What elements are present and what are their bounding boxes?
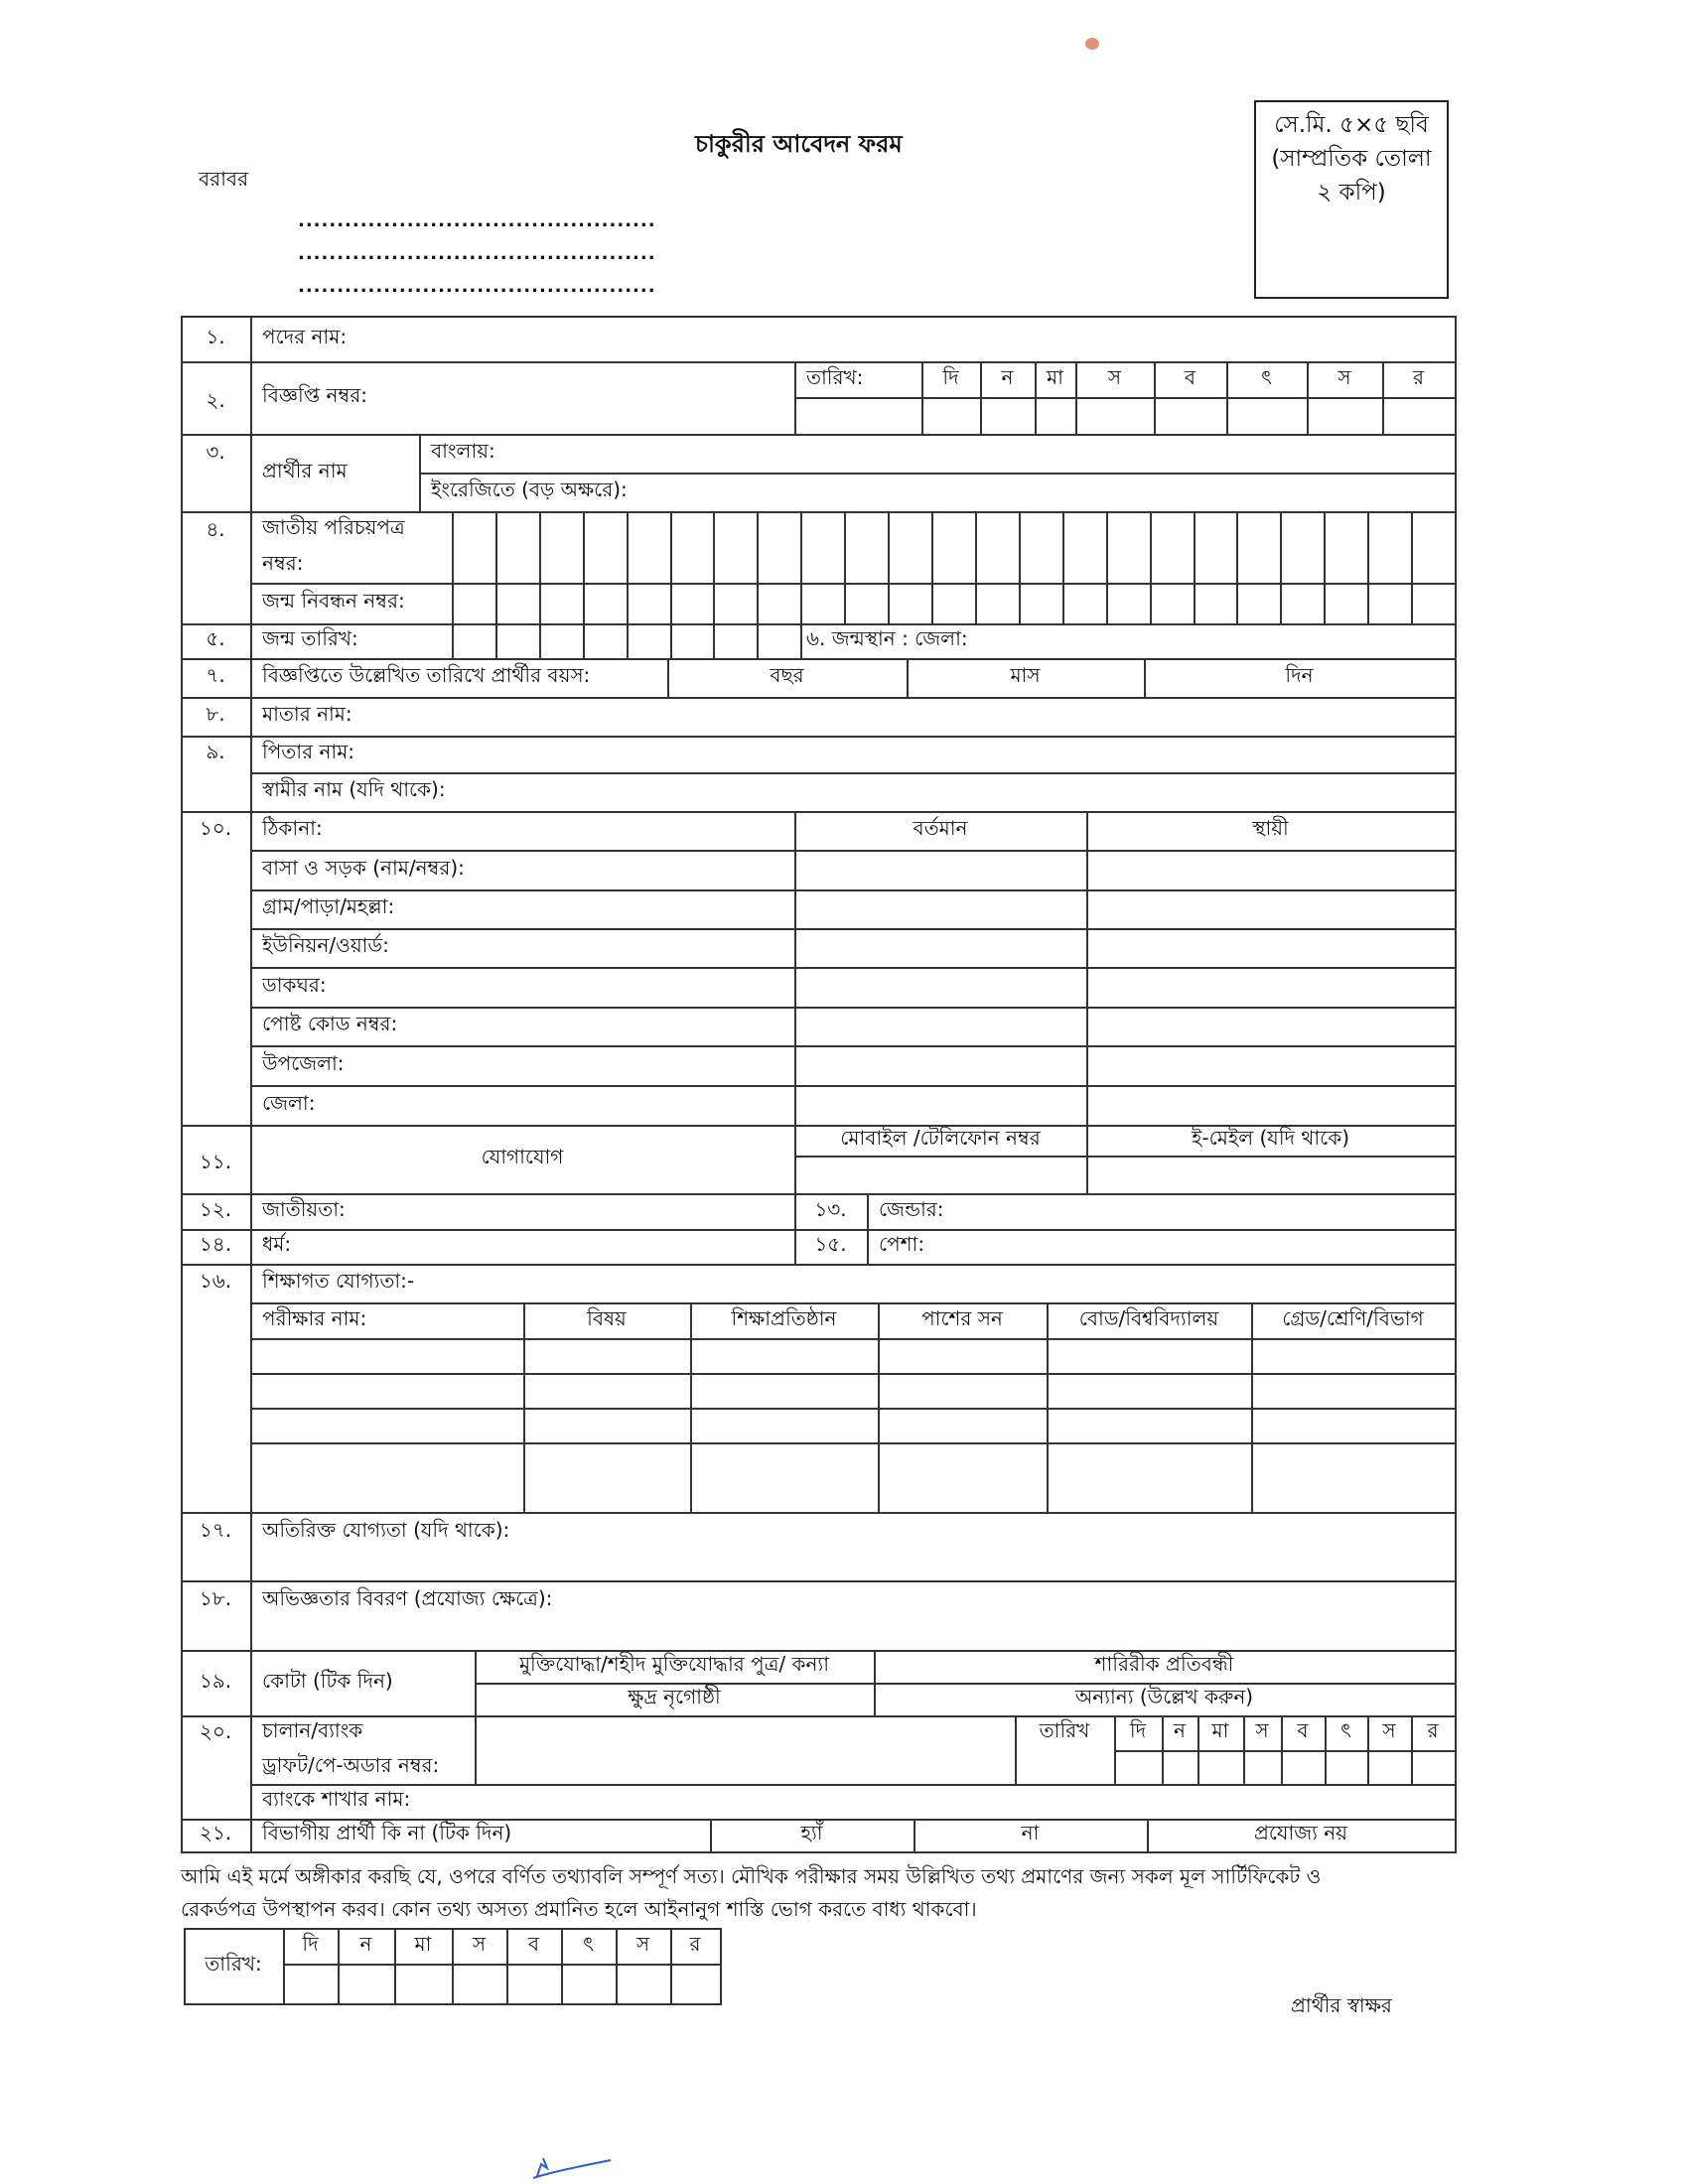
circular-date-digit-box[interactable]	[1035, 397, 1075, 434]
row-number: ১৩.	[814, 1196, 847, 1221]
signature-label: প্রার্থীর স্বাক্ষর	[1291, 1993, 1392, 2017]
quota-ethnic-minority[interactable]: ক্ষুদ্র নৃগোষ্ঠী	[628, 1685, 721, 1708]
circular-date-letter: মা	[1047, 364, 1063, 389]
challan-date-letter: র	[1427, 1718, 1439, 1742]
address-district: জেলা:	[262, 1090, 316, 1115]
rule	[1280, 511, 1282, 623]
challan-date-digit-box[interactable]	[1411, 1750, 1455, 1784]
address-post-code: পোষ্ট কোড নম্বর:	[262, 1012, 398, 1035]
departmental-candidate-label: বিভাগীয় প্রার্থী কি না (টিক দিন)	[262, 1821, 512, 1844]
row-number: ১৪.	[199, 1232, 232, 1256]
rule	[181, 1851, 1457, 1853]
circular-date-digit-box[interactable]	[1226, 397, 1307, 434]
experience-field[interactable]: অভিজ্ঞতার বিবরণ (প্রযোজ্য ক্ষেত্রে):	[262, 1585, 553, 1610]
circular-date-letter: ব	[1184, 364, 1196, 389]
rule	[452, 623, 454, 658]
row-number: ৭.	[206, 663, 225, 687]
address-post-office: ডাকঘর:	[262, 972, 327, 997]
rule	[1236, 511, 1238, 623]
circular-date-letter: র	[1412, 364, 1424, 389]
challan-date-letter: দি	[1129, 1718, 1147, 1742]
age-days-field[interactable]: দিন	[1285, 663, 1314, 687]
circular-date-digit-box[interactable]	[1075, 397, 1154, 434]
contact-label: যোগাযোগ	[481, 1145, 564, 1168]
address-union-ward: ইউনিয়ন/ওয়ার্ড:	[262, 933, 389, 957]
row-number: ২.	[206, 388, 225, 412]
rule	[844, 511, 846, 623]
rule	[583, 623, 585, 658]
quota-freedom-fighter[interactable]: মুক্তিযোদ্ধা/শহীদ মুক্তিযোদ্ধার পুত্র/ কন্যা	[518, 1652, 830, 1676]
present-address-header: বর্তমান	[913, 816, 968, 840]
circular-date-letter: ৎ	[1261, 364, 1272, 389]
ink-stain	[1085, 38, 1099, 50]
dob-label: জন্ম তারিখ:	[262, 626, 358, 650]
mother-name-field[interactable]: মাতার নাম:	[262, 702, 352, 726]
row-number: ৮.	[206, 702, 225, 726]
rule	[670, 623, 672, 658]
edu-col-board: বোড/বিশ্ববিদ্যালয়	[1078, 1305, 1219, 1330]
additional-qualification-field[interactable]: অতিরিক্ত যোগ্যতা (যদি থাকে):	[262, 1517, 510, 1542]
declaration-date-letter: ৎ	[583, 1931, 594, 1956]
rule	[1150, 511, 1152, 623]
address-line-3[interactable]: ..............................................	[298, 276, 656, 297]
edu-col-institution: শিক্ষাপ্রতিষ্ঠান	[731, 1305, 837, 1330]
rule	[1019, 511, 1021, 623]
nid-label-line-2: নম্বর:	[262, 550, 304, 575]
rule	[539, 511, 541, 623]
declaration-date-digit-box[interactable]	[452, 1964, 506, 2003]
table-border-right	[1455, 316, 1457, 1852]
departmental-na-option[interactable]: প্রযোজ্য নয়	[1253, 1821, 1348, 1844]
applicant-name-label: প্রার্থীর নাম	[262, 458, 348, 482]
challan-date-letter: ব	[1297, 1718, 1309, 1742]
declaration-date-letter: র	[689, 1931, 701, 1956]
permanent-address-header: স্থায়ী	[1252, 816, 1289, 840]
nid-label-line-1: জাতীয় পরিচয়পত্র	[262, 514, 405, 539]
form-title: চাকুরীর আবেদন ফরম	[695, 130, 903, 158]
challan-date-letter: স	[1255, 1718, 1269, 1742]
phone-header: মোবাইল /টেলিফোন নম্বর	[840, 1126, 1041, 1150]
declaration-date-letter: ব	[527, 1931, 540, 1956]
rule	[1324, 511, 1326, 623]
religion-field[interactable]: ধর্ম:	[262, 1232, 292, 1256]
declaration-date-letter: দি	[302, 1931, 319, 1956]
challan-label-line-2: ড্রাফট/পে-অডার নম্বর:	[262, 1752, 440, 1777]
row-number: ১৮.	[199, 1585, 232, 1610]
nationality-field[interactable]: জাতীয়তা:	[262, 1196, 346, 1221]
declaration-date-letter: স	[472, 1931, 487, 1956]
row-number: ৪.	[206, 516, 225, 541]
quota-disabled[interactable]: শারিরীক প্রতিবন্ধী	[1094, 1652, 1234, 1676]
declaration-date-digit-box[interactable]	[506, 1964, 561, 2003]
declaration-date-digit-box[interactable]	[670, 1964, 720, 2003]
date-label: তারিখ:	[806, 364, 864, 389]
quota-label: কোটা (টিক দিন)	[262, 1668, 393, 1693]
edu-col-year: পাশের সন	[921, 1305, 1003, 1330]
row-number: ৫.	[206, 626, 225, 650]
address-village: গ্রাম/পাড়া/মহল্লা:	[262, 894, 395, 918]
row-number: ৯.	[206, 740, 225, 763]
row-number: ২০.	[199, 1718, 232, 1743]
photo-box[interactable]	[1254, 100, 1449, 299]
circular-date-letter: স	[1107, 364, 1122, 389]
declaration-date-letter: ন	[359, 1931, 372, 1956]
challan-date-letter: ন	[1174, 1718, 1186, 1742]
rule	[888, 511, 890, 623]
circular-date-digit-box[interactable]	[1154, 397, 1226, 434]
row-number: ২১.	[199, 1821, 232, 1844]
bottom-date-label: তারিখ:	[205, 1951, 262, 1976]
rule	[931, 511, 933, 623]
circular-number-field[interactable]: বিজ্ঞপ্তি নম্বর:	[262, 383, 367, 407]
challan-date-letter: স	[1382, 1718, 1396, 1742]
rule	[452, 511, 454, 623]
rule	[539, 623, 541, 658]
row-number: ১২.	[199, 1196, 232, 1221]
address-upazila: উপজেলা:	[262, 1050, 345, 1075]
row-number: ১১.	[199, 1150, 232, 1173]
rule	[720, 1928, 722, 2005]
age-years-field[interactable]: বছর	[770, 663, 804, 687]
gender-field[interactable]: জেন্ডার:	[879, 1196, 944, 1221]
row-number: ১.	[206, 324, 225, 348]
bank-branch-field[interactable]: ব্যাংকে শাখার নাম:	[262, 1787, 411, 1811]
photo-box-line-2: (সাম্প্রতিক তোলা	[1271, 146, 1432, 172]
declaration-date-digit-box[interactable]	[616, 1964, 670, 2003]
row-number: ১৬.	[199, 1269, 232, 1293]
challan-date-digit-box[interactable]	[1325, 1750, 1367, 1784]
rule	[627, 511, 629, 623]
declaration-date-digit-box[interactable]	[283, 1964, 338, 2003]
rule	[1106, 511, 1108, 623]
circular-date-letter: ন	[1001, 364, 1014, 389]
address-line-2[interactable]: ..............................................	[298, 243, 656, 264]
rule	[757, 511, 759, 623]
row-number: ৩.	[206, 439, 225, 464]
email-header: ই-মেইল (যদি থাকে)	[1192, 1126, 1349, 1150]
rule	[800, 511, 802, 623]
challan-date-digit-box[interactable]	[1197, 1750, 1243, 1784]
education-label: শিক্ষাগত যোগ্যতা:-	[262, 1269, 415, 1293]
rule	[713, 623, 715, 658]
quota-other[interactable]: অন্যান্য (উল্লেখ করুন)	[1074, 1685, 1254, 1708]
age-months-field[interactable]: মাস	[1010, 663, 1041, 687]
rule	[1411, 511, 1413, 623]
challan-date-digit-box[interactable]	[1243, 1750, 1281, 1784]
challan-date-digit-box[interactable]	[1367, 1750, 1411, 1784]
education-entries[interactable]	[250, 1338, 1455, 1512]
age-label: বিজ্ঞপ্তিতে উল্লেখিত তারিখে প্রার্থীর বয়স:	[262, 663, 591, 687]
to-label: বরাবর	[199, 167, 249, 191]
photo-box-line-3: ২ কপি)	[1317, 180, 1386, 205]
challan-date-digit-box[interactable]	[1114, 1750, 1162, 1784]
circular-date-digit-box[interactable]	[1307, 397, 1382, 434]
declaration-line-1: আমি এই মর্মে অঙ্গীকার করছি যে, ওপরে বর্ণিত তথ্যাবলি সম্পূর্ণ সত্য। মৌখিক পরীক্ষার সময় উল্লিখিত তথ্য প্রমাণের জন্য সকল মূল সার্টিফিকেট ও	[181, 1864, 1322, 1888]
occupation-field[interactable]: পেশা:	[879, 1232, 925, 1256]
email-field[interactable]	[1086, 1156, 1455, 1193]
address-house-road: বাসা ও সড়ক (নাম/নম্বর):	[262, 855, 465, 880]
challan-date-letter: ৎ	[1340, 1718, 1351, 1742]
edu-col-subject: বিষয়	[587, 1305, 627, 1330]
father-name-field[interactable]: পিতার নাম:	[262, 740, 355, 763]
spouse-name-field[interactable]: স্বামীর নাম (যদি থাকে):	[262, 777, 446, 801]
circular-date-letter: দি	[942, 364, 959, 389]
rule	[757, 623, 759, 658]
rule	[1194, 511, 1196, 623]
declaration-line-2: রেকর্ডপত্র উপস্থাপন করব। কোন তথ্য অসত্য প্রমানিত হলে আইনানুগ শাস্তি ভোগ করতে বাধ্য থাকবো।	[181, 1897, 977, 1921]
rule	[1062, 511, 1064, 623]
rule	[495, 511, 497, 623]
rule	[583, 511, 585, 623]
rule	[975, 511, 977, 623]
challan-date-digit-box[interactable]	[1162, 1750, 1197, 1784]
rule	[670, 511, 672, 623]
name-english-field[interactable]: ইংরেজিতে (বড় অক্ষরে):	[431, 478, 628, 501]
departmental-yes-option[interactable]: হ্যাঁ	[800, 1821, 823, 1844]
circular-date-digit-box[interactable]	[921, 397, 980, 434]
post-name-field[interactable]: পদের নাম:	[262, 324, 348, 348]
row-number: ১০.	[199, 816, 232, 840]
circular-date-digit-box[interactable]	[980, 397, 1035, 434]
photo-box-line-1: সে.মি. ৫×৫ ছবি	[1274, 112, 1429, 138]
declaration-date-digit-box[interactable]	[561, 1964, 616, 2003]
edu-col-grade: গ্রেড/শ্রেণি/বিভাগ	[1282, 1305, 1424, 1330]
row-number: ১৯.	[199, 1668, 232, 1693]
row-number: ১৫.	[814, 1232, 847, 1256]
departmental-no-option[interactable]: না	[1021, 1821, 1040, 1844]
declaration-date-digit-box[interactable]	[394, 1964, 452, 2003]
rule	[627, 623, 629, 658]
rule	[1367, 511, 1369, 623]
challan-date-letter: মা	[1211, 1718, 1229, 1742]
birth-reg-label: জন্ম নিবন্ধন নম্বর:	[262, 589, 405, 613]
phone-field[interactable]	[794, 1156, 1086, 1193]
challan-label-line-1: চালান/ব্যাংক	[262, 1718, 363, 1742]
birthplace-district-field[interactable]: ৬. জন্মস্থান : জেলা:	[806, 626, 968, 650]
declaration-date-letter: মা	[414, 1931, 432, 1956]
address-label: ঠিকানা:	[262, 816, 323, 840]
name-bangla-field[interactable]: বাংলায়:	[431, 439, 495, 463]
circular-date-letter: স	[1337, 364, 1351, 389]
row-number: ১৭.	[199, 1517, 232, 1542]
rule	[250, 1085, 1457, 1087]
challan-date-digit-box[interactable]	[1281, 1750, 1325, 1784]
challan-number-field[interactable]	[475, 1715, 1015, 1784]
rule	[495, 623, 497, 658]
circular-date-digit-box[interactable]	[1382, 397, 1455, 434]
edu-col-exam: পরীক্ষার নাম:	[262, 1305, 367, 1330]
declaration-date-letter: স	[635, 1931, 650, 1956]
pen-mark-icon	[531, 2152, 621, 2182]
rule	[713, 511, 715, 623]
challan-date-label: তারিখ	[1039, 1718, 1090, 1742]
address-line-1[interactable]: ..............................................	[298, 210, 656, 231]
declaration-date-digit-box[interactable]	[338, 1964, 394, 2003]
